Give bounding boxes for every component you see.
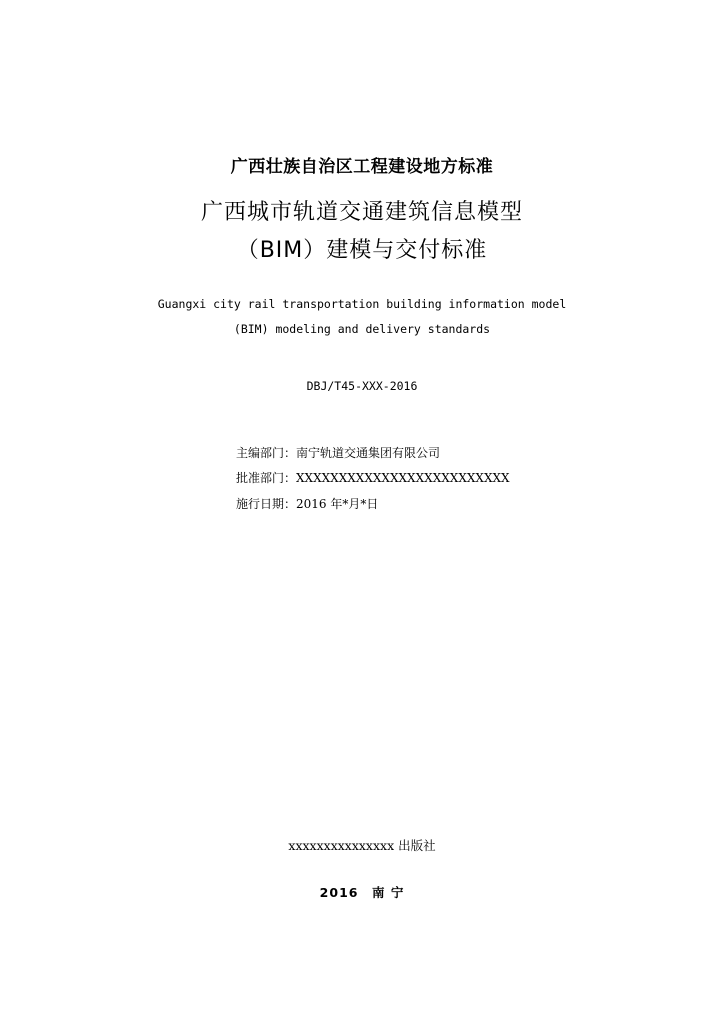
english-title-line-2: (BIM) modeling and delivery standards [233,322,491,336]
standard-code: DBJ/T45-XXX-2016 [306,379,418,393]
effective-date: 施行日期：2016 年*月*日 [236,497,379,511]
year-and-place: 2016 南 宁 [319,885,405,900]
title-line-2: （BIM）建模与交付标准 [236,238,488,263]
title-line-1: 广西城市轨道交通建筑信息模型 [200,200,523,225]
standard-category: 广西壮族自治区工程建设地方标准 [230,157,494,177]
english-title-line-1: Guangxi city rail transportation building information model [157,297,567,311]
chief-editor-department: 主编部门：南宁轨道交通集团有限公司 [236,446,441,460]
publisher: xxxxxxxxxxxxxxx 出版社 [288,838,436,853]
approval-department: 批准部门：XXXXXXXXXXXXXXXXXXXXXXXXX [236,471,510,485]
